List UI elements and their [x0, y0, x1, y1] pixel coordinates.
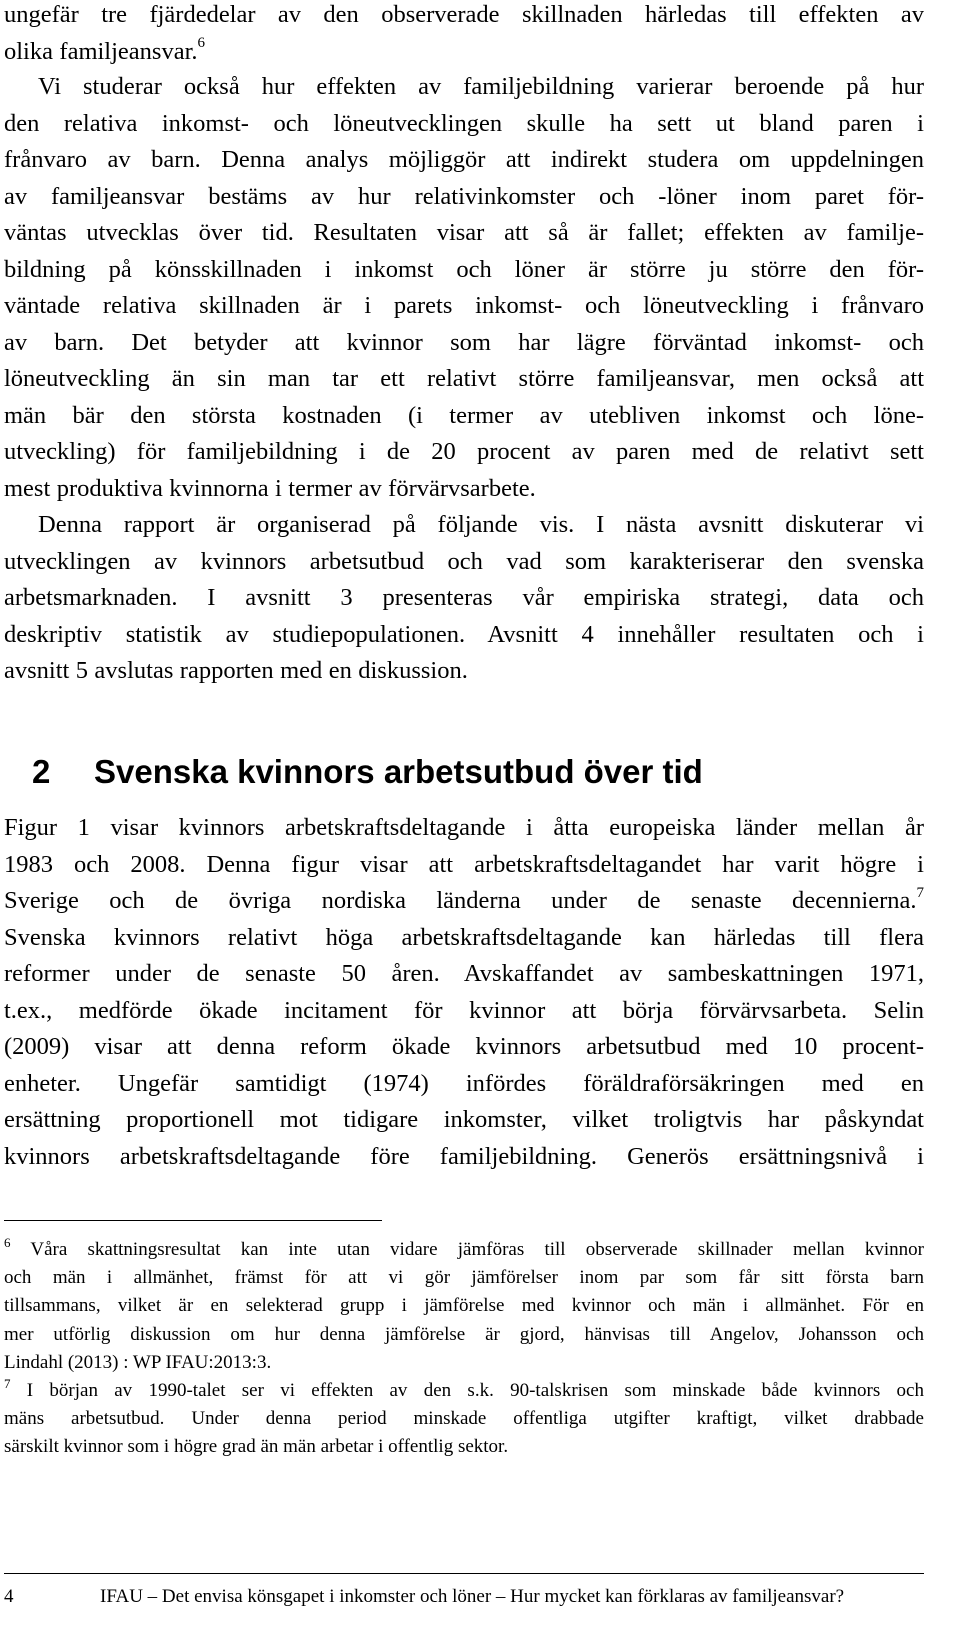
- text-line: ersättning proportionell mot tidigare inkomster, vilket troligtvis har påskyndat: [4, 1106, 924, 1133]
- text-line: avsnitt 5 avslutas rapporten med en diskussion.: [4, 657, 468, 684]
- text-line: deskriptiv statistik av studiepopulationen. Avsnitt 4 innehåller resultaten och i: [4, 620, 924, 648]
- text-line: enheter. Ungefär samtidigt (1974) infördes föräldraförsäkringen med en: [4, 1069, 924, 1097]
- section-heading: [32, 752, 703, 792]
- footnote-6-line: tillsammans, vilket är en selekterad grupp i jämförelse med kvinnor och män i allmänhet. För en: [4, 1295, 924, 1317]
- footnote-6-line: mer utförlig diskussion om hur denna jämförelse är gjord, hänvisas till Angelov, Johansson och: [4, 1323, 924, 1345]
- footnote-7-line: mäns arbetsutbud. Under denna period minskade offentliga utgifter kraftigt, vilket drabbade: [4, 1408, 924, 1430]
- footnote-7-number: 7: [4, 1375, 11, 1391]
- text-line: frånvaro av barn. Denna analys möjliggör att indirekt studera om uppdelningen: [4, 146, 924, 173]
- text-line: Svenska kvinnors relativt höga arbetskraftsdeltagande kan härledas till flera: [4, 923, 924, 951]
- text-line: 1983 och 2008. Denna figur visar att arbetskraftsdeltagandet har varit högre i: [4, 850, 924, 878]
- text-line: reformer under de senaste 50 åren. Avskaffandet av sambeskattningen 1971,: [4, 960, 924, 987]
- text-line: utvecklingen av kvinnors arbetsutbud och vad som karakteriserar den svenska: [4, 547, 924, 575]
- section-title: Svenska kvinnors arbetsutbud över tid: [94, 753, 703, 790]
- text-line: Figur 1 visar kvinnors arbetskraftsdeltagande i åtta europeiska länder mellan år: [4, 814, 924, 841]
- text-line: olika familjeansvar.$^6$: [4, 35, 206, 65]
- text-line: arbetsmarknaden. I avsnitt 3 presenteras vår empiriska strategi, data och: [4, 584, 924, 611]
- paragraph-labor-supply: [4, 810, 924, 1175]
- text-line: av familjeansvar bestäms av hur relativinkomster och -löner inom paret för-: [4, 182, 924, 210]
- text-line: ungefär tre fjärdedelar av den observerade skillnaden härledas till effekten av: [4, 1, 924, 28]
- text-line: utveckling) för familjebildning i de 20 procent av paren med de relativt sett: [4, 438, 924, 465]
- paragraph-effect-analysis: [4, 69, 924, 507]
- footnote-6-line: Lindahl (2013) : WP IFAU:2013:3.: [4, 1351, 272, 1373]
- paragraph-continuation: [4, 0, 924, 70]
- footnote-ref-6[interactable]: 6: [197, 35, 206, 52]
- paragraph-report-structure: [4, 507, 924, 690]
- text-line: bildning på könsskillnaden i inkomst och löner är större ju större den för-: [4, 255, 924, 283]
- footnotes: [4, 1236, 924, 1462]
- footnote-7-line: $^7$ I början av 1990-talet ser vi effekten av den s.k. 90-talskrisen som minskade både kvinnors och: [4, 1375, 924, 1401]
- footer-title: IFAU – Det envisa könsgapet i inkomster och löner – Hur mycket kan förklaras av familjeansvar?: [100, 1586, 845, 1607]
- footnote-6-line: $^6$ Våra skattningsresultat kan inte utan vidare jämföras till observerade skillnader mellan kvinnor: [4, 1234, 924, 1260]
- text-line: män bär den största kostnaden (i termer av utebliven inkomst och löne-: [4, 401, 924, 429]
- footnote-7-line: särskilt kvinnor som i högre grad än män arbetar i offentlig sektor.: [4, 1436, 509, 1458]
- footer-separator: [4, 1573, 924, 1574]
- text-line: väntas utvecklas över tid. Resultaten visar att så är fallet; effekten av familje-: [4, 219, 924, 246]
- section-number: 2: [32, 753, 51, 790]
- text-line: väntade relativa skillnaden är i parets inkomst- och löneutveckling i frånvaro: [4, 292, 924, 319]
- text-line: löneutveckling än sin man tar ett relativt större familjeansvar, men också att: [4, 365, 924, 392]
- footnote-6-line: och män i allmänhet, främst för att vi gör jämförelser inom par som får sitt första barn: [4, 1267, 924, 1289]
- footnote-ref-7[interactable]: 7: [916, 884, 924, 901]
- text-line: Sverige och de övriga nordiska länderna under de senaste decennierna.$^7$: [4, 884, 924, 914]
- footnote-6-number: 6: [4, 1234, 11, 1250]
- text-line: den relativa inkomst- och löneutvecklingen skulle ha sett ut bland paren i: [4, 109, 924, 137]
- footnote-separator: [4, 1220, 382, 1221]
- page-number: 4: [4, 1586, 14, 1607]
- text-line: Vi studerar också hur effekten av familjebildning varierar beroende på hur: [38, 73, 924, 100]
- text-line: kvinnors arbetskraftsdeltagande före familjebildning. Generös ersättningsnivå i: [4, 1142, 924, 1170]
- text-line: mest produktiva kvinnorna i termer av förvärvsarbete.: [4, 474, 536, 502]
- text-line: t.ex., medförde ökade incitament för kvinnor att börja förvärvsarbeta. Selin: [4, 996, 924, 1024]
- text-line: av barn. Det betyder att kvinnor som har lägre förväntad inkomst- och: [4, 328, 924, 356]
- text-line: Denna rapport är organiserad på följande vis. I nästa avsnitt diskuterar vi: [38, 511, 924, 538]
- text-line: (2009) visar att denna reform ökade kvinnors arbetsutbud med 10 procent-: [4, 1033, 924, 1060]
